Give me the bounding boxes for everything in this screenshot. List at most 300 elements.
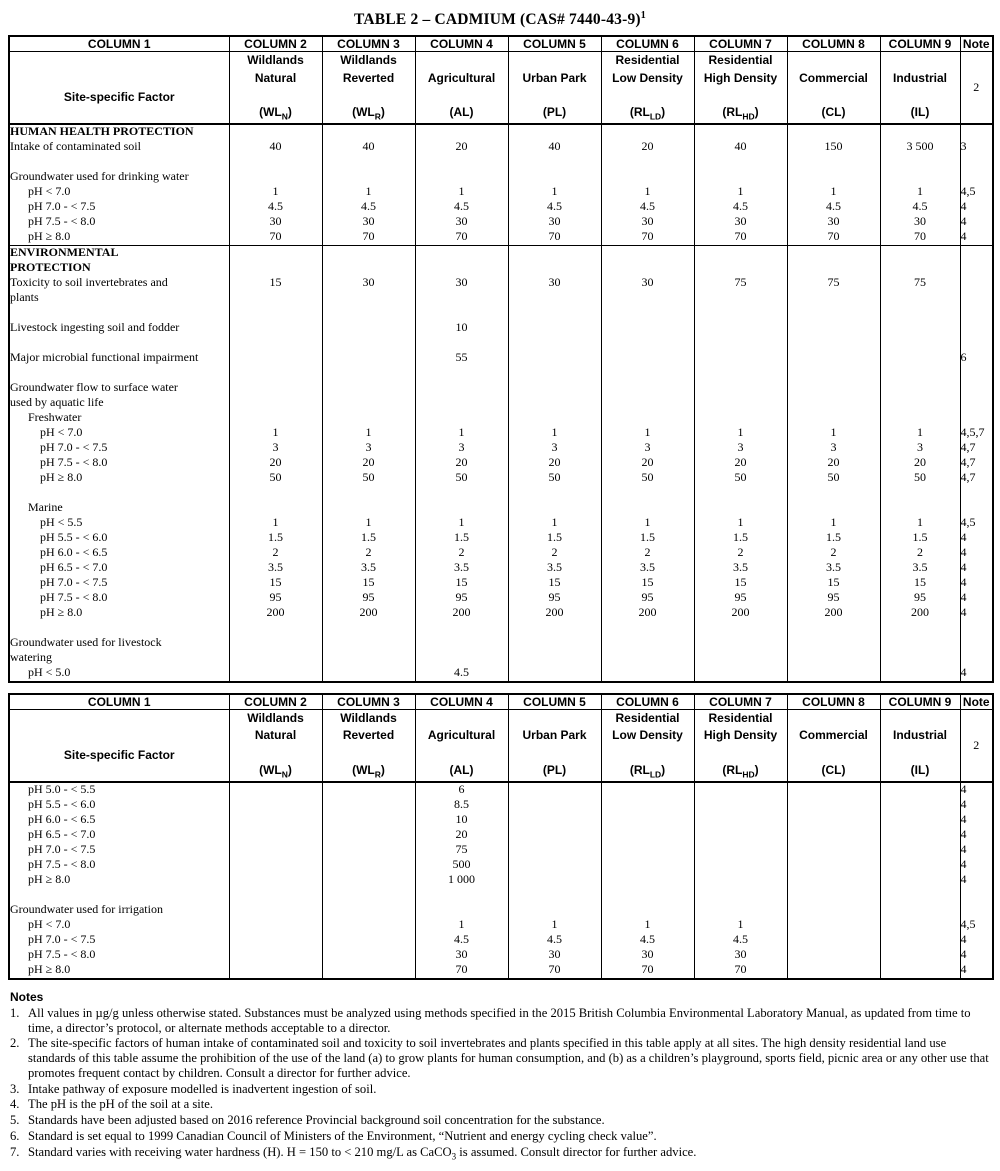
subheader-code: (WL: [259, 105, 282, 120]
subheader-residential-high-density: [694, 52, 787, 124]
subheader-code-sub: HD: [742, 769, 755, 780]
cell-col7: 3.5: [694, 561, 787, 576]
cell-col3: [322, 828, 415, 843]
cell-col5: 70: [508, 230, 601, 246]
cell-col4: 2: [415, 546, 508, 561]
cell-col5: 4.5: [508, 933, 601, 948]
subheader-site-specific-factor: Site-specific Factor: [9, 52, 229, 124]
row-label: pH 6.5 - < 7.0: [9, 828, 229, 843]
cell-col8: [787, 351, 880, 366]
subheader-line2: Natural: [254, 728, 297, 743]
cell-col8: [787, 261, 880, 276]
table-row: [9, 918, 993, 933]
cell-col3: [322, 124, 415, 140]
cell-col5: [508, 246, 601, 262]
table-row: [9, 666, 993, 682]
table-1-subheader-row: [9, 52, 993, 124]
cell-col5: [508, 381, 601, 396]
table-row: [9, 516, 993, 531]
cell-note: 4: [960, 576, 993, 591]
cell-col5: [508, 396, 601, 411]
cell-col5: 2: [508, 546, 601, 561]
cell-col5: [508, 873, 601, 888]
table-row: [9, 813, 993, 828]
table-row: [9, 366, 993, 381]
cell-col8: [787, 366, 880, 381]
cell-note: 4: [960, 591, 993, 606]
cell-col4: [415, 888, 508, 903]
page-title: [8, 10, 992, 29]
cell-col9: [880, 933, 960, 948]
note-number: 7.: [10, 1144, 20, 1159]
table-2-body: [9, 782, 993, 979]
cell-col5: [508, 666, 601, 682]
cell-col2: [229, 486, 322, 501]
cell-col6: [601, 396, 694, 411]
subheader-code: (WL: [352, 105, 375, 120]
cell-col7: [694, 888, 787, 903]
cell-col4: [415, 621, 508, 636]
row-label: Intake of contaminated soil: [9, 140, 229, 155]
cell-col2: [229, 636, 322, 651]
cell-col4: 30: [415, 948, 508, 963]
subheader-line1: Commercial: [799, 70, 868, 85]
cell-note: [960, 291, 993, 306]
cell-col4: 4.5: [415, 666, 508, 682]
cell-col4: [415, 381, 508, 396]
cell-col8: 1.5: [787, 531, 880, 546]
cell-col3: 20: [322, 456, 415, 471]
col-header-2: COLUMN 2: [229, 36, 322, 52]
cell-col3: 30: [322, 215, 415, 230]
cell-col7: [694, 124, 787, 140]
cell-col5: [508, 366, 601, 381]
subheader-code-sub: N: [281, 111, 288, 122]
page-title-footnote-marker: 1: [640, 10, 646, 21]
cell-col2: [229, 828, 322, 843]
cell-col6: 200: [601, 606, 694, 621]
cell-col2: [229, 933, 322, 948]
table-row: [9, 170, 993, 185]
table-row: [9, 798, 993, 813]
row-label: Freshwater: [9, 411, 229, 426]
note-item: [8, 1036, 992, 1080]
row-label: Groundwater used for irrigation: [9, 903, 229, 918]
cell-col9: [880, 873, 960, 888]
cell-col3: 95: [322, 591, 415, 606]
cell-col6: 30: [601, 215, 694, 230]
subheader-line2: Low Density: [612, 728, 683, 743]
cell-note: [960, 396, 993, 411]
cell-col2: [229, 170, 322, 185]
cell-col9: [880, 843, 960, 858]
cell-col9: [880, 351, 960, 366]
cell-col2: 15: [229, 576, 322, 591]
cell-col4: [415, 170, 508, 185]
subheader-code-close: ): [287, 763, 292, 778]
row-label: [9, 621, 229, 636]
cell-col5: 3: [508, 441, 601, 456]
cell-col2: 1: [229, 516, 322, 531]
cell-col4: 3.5: [415, 561, 508, 576]
cell-col8: [787, 291, 880, 306]
cell-col9: [880, 501, 960, 516]
cell-col5: 50: [508, 471, 601, 486]
subheader-code-close: ): [754, 105, 759, 120]
cell-col8: [787, 486, 880, 501]
cell-col8: 1: [787, 516, 880, 531]
cell-col7: 20: [694, 456, 787, 471]
subheader-agricultural: [415, 52, 508, 124]
cell-note: [960, 155, 993, 170]
subheader-line1: Residential: [615, 711, 680, 726]
row-label: pH 7.5 - < 8.0: [9, 215, 229, 230]
col-header-2: COLUMN 2: [229, 694, 322, 710]
cell-col5: 70: [508, 963, 601, 979]
table-row: [9, 230, 993, 246]
cell-col3: [322, 306, 415, 321]
note-number: 4.: [10, 1097, 20, 1112]
cell-note: [960, 170, 993, 185]
cell-col5: [508, 813, 601, 828]
cell-note: 4: [960, 561, 993, 576]
cell-col4: 4.5: [415, 933, 508, 948]
subheader-wildlands-reverted: [322, 710, 415, 782]
notes-heading: Notes: [10, 989, 44, 1004]
cell-col6: [601, 666, 694, 682]
cell-note: 4: [960, 963, 993, 979]
cell-col4: 55: [415, 351, 508, 366]
cell-col5: [508, 843, 601, 858]
cell-col6: 1: [601, 185, 694, 200]
subheader-line2: Natural: [254, 70, 297, 85]
cell-col7: 200: [694, 606, 787, 621]
cell-col8: [787, 798, 880, 813]
cell-col4: 70: [415, 963, 508, 979]
subheader-code-sub: LD: [649, 111, 662, 122]
cell-col4: 95: [415, 591, 508, 606]
cell-col6: [601, 843, 694, 858]
table-row: [9, 396, 993, 411]
cell-col6: [601, 124, 694, 140]
cell-col3: [322, 858, 415, 873]
cell-col8: 70: [787, 230, 880, 246]
subheader-note: 2: [960, 710, 993, 782]
cell-col3: [322, 321, 415, 336]
cell-col6: 1: [601, 516, 694, 531]
cell-col5: [508, 636, 601, 651]
row-label: [9, 336, 229, 351]
cell-col2: [229, 246, 322, 262]
cell-col4: 200: [415, 606, 508, 621]
note-text: Standard is set equal to 1999 Canadian Council of Ministers of the Environment, “Nutrient and energy cycling check value”.: [28, 1128, 657, 1143]
cell-col8: [787, 124, 880, 140]
notes-list: [8, 1006, 992, 1162]
cell-col7: 70: [694, 230, 787, 246]
cell-col5: [508, 124, 601, 140]
cell-col2: [229, 798, 322, 813]
cell-col5: 20: [508, 456, 601, 471]
cell-col4: 15: [415, 576, 508, 591]
cell-note: 4: [960, 782, 993, 798]
cell-col7: [694, 486, 787, 501]
cell-col8: [787, 918, 880, 933]
cell-col6: 1: [601, 918, 694, 933]
subheader-code: (WL: [259, 763, 282, 778]
cell-note: [960, 486, 993, 501]
cell-note: [960, 306, 993, 321]
cell-col2: 1: [229, 185, 322, 200]
cell-col8: [787, 933, 880, 948]
table-row: [9, 336, 993, 351]
row-label: plants: [9, 291, 229, 306]
col-header-3: COLUMN 3: [322, 36, 415, 52]
cell-col5: 30: [508, 948, 601, 963]
row-label: pH 7.0 - < 7.5: [9, 200, 229, 215]
cell-col7: [694, 828, 787, 843]
subheader-line1: Wildlands: [340, 53, 397, 68]
cell-col9: 1: [880, 516, 960, 531]
cell-note: [960, 888, 993, 903]
cell-col6: 20: [601, 140, 694, 155]
cell-col8: 95: [787, 591, 880, 606]
cell-col2: [229, 963, 322, 979]
cell-col6: [601, 411, 694, 426]
cell-col3: [322, 366, 415, 381]
subheader-line1: Wildlands: [340, 711, 397, 726]
cell-note: [960, 366, 993, 381]
cell-col5: [508, 828, 601, 843]
cell-note: 4,5: [960, 516, 993, 531]
cell-col9: [880, 336, 960, 351]
table-1-body: [9, 124, 993, 682]
row-label: Groundwater used for livestock: [9, 636, 229, 651]
cell-col7: [694, 396, 787, 411]
cell-col5: [508, 351, 601, 366]
cell-col2: 4.5: [229, 200, 322, 215]
cell-col9: [880, 261, 960, 276]
subheader-agricultural: [415, 710, 508, 782]
note-item: [8, 1129, 992, 1144]
cell-col7: 2: [694, 546, 787, 561]
col-header-6: COLUMN 6: [601, 694, 694, 710]
table-row: [9, 411, 993, 426]
table-row: [9, 903, 993, 918]
cell-col7: 1: [694, 918, 787, 933]
table-row: [9, 426, 993, 441]
cell-col2: [229, 903, 322, 918]
row-label: pH 7.0 - < 7.5: [9, 441, 229, 456]
note-text: Standard varies with receiving water hardness (H). H = 150 to < 210 mg/L as CaCO$_3$ is assumed. Consult director for further advice.: [28, 1144, 697, 1162]
cell-col6: [601, 782, 694, 798]
cell-col4: [415, 636, 508, 651]
cell-col2: [229, 843, 322, 858]
cell-col4: [415, 366, 508, 381]
cell-note: 4: [960, 948, 993, 963]
subheader-commercial: [787, 710, 880, 782]
cell-col2: [229, 366, 322, 381]
cell-col8: [787, 306, 880, 321]
row-label: pH 6.0 - < 6.5: [9, 546, 229, 561]
cell-col8: 1: [787, 426, 880, 441]
cell-col6: [601, 501, 694, 516]
subheader-note: 2: [960, 52, 993, 124]
cell-col4: [415, 155, 508, 170]
cell-col3: [322, 813, 415, 828]
cell-col6: [601, 828, 694, 843]
table-2-header: [9, 694, 993, 782]
subheader-line2: High Density: [703, 728, 778, 743]
cell-col4: 70: [415, 230, 508, 246]
cell-col7: 40: [694, 140, 787, 155]
cell-col9: [880, 858, 960, 873]
note-text: The pH is the pH of the soil at a site.: [28, 1097, 214, 1112]
cell-col7: 1: [694, 516, 787, 531]
row-label: pH 7.5 - < 8.0: [9, 456, 229, 471]
cell-col8: 200: [787, 606, 880, 621]
cell-note: [960, 261, 993, 276]
cell-col9: [880, 246, 960, 262]
col-header-note: Note: [960, 694, 993, 710]
cell-col9: 3 500: [880, 140, 960, 155]
cell-col6: [601, 246, 694, 262]
row-label: Toxicity to soil invertebrates and: [9, 276, 229, 291]
cell-col6: 20: [601, 456, 694, 471]
cell-col2: 200: [229, 606, 322, 621]
cell-col9: 200: [880, 606, 960, 621]
cell-col8: [787, 843, 880, 858]
subheader-line1: Residential: [615, 53, 680, 68]
cell-col4: [415, 124, 508, 140]
subheader-code: (AL): [449, 763, 474, 778]
note-number: 3.: [10, 1081, 20, 1096]
cell-col7: [694, 651, 787, 666]
cell-col3: [322, 843, 415, 858]
cell-col7: 1.5: [694, 531, 787, 546]
cell-col7: 1: [694, 185, 787, 200]
col-header-7: COLUMN 7: [694, 36, 787, 52]
table-row: [9, 501, 993, 516]
cell-col5: 15: [508, 576, 601, 591]
cell-col9: [880, 155, 960, 170]
cell-col2: [229, 396, 322, 411]
cell-note: [960, 336, 993, 351]
cell-col9: 15: [880, 576, 960, 591]
note-number: 6.: [10, 1128, 20, 1143]
cell-col6: [601, 321, 694, 336]
cell-col7: 70: [694, 963, 787, 979]
cell-col8: [787, 858, 880, 873]
table-row: [9, 471, 993, 486]
cell-col2: [229, 261, 322, 276]
cell-col9: 75: [880, 276, 960, 291]
cell-note: 4: [960, 546, 993, 561]
cell-col4: [415, 501, 508, 516]
cell-col9: [880, 888, 960, 903]
subheader-urban-park: [508, 52, 601, 124]
cell-col7: 30: [694, 215, 787, 230]
cell-col5: 30: [508, 215, 601, 230]
cell-col4: [415, 411, 508, 426]
cell-col9: 3: [880, 441, 960, 456]
note-item: [8, 1113, 992, 1128]
cell-col7: [694, 170, 787, 185]
cell-col8: 3: [787, 441, 880, 456]
cell-col2: [229, 621, 322, 636]
cell-note: [960, 246, 993, 262]
cell-col6: 95: [601, 591, 694, 606]
row-label: pH 6.0 - < 6.5: [9, 813, 229, 828]
cell-col3: [322, 963, 415, 979]
cell-col5: [508, 486, 601, 501]
cell-col8: 4.5: [787, 200, 880, 215]
cell-col3: 1.5: [322, 531, 415, 546]
row-label: pH ≥ 8.0: [9, 606, 229, 621]
table-row: [9, 591, 993, 606]
cell-col5: 40: [508, 140, 601, 155]
cell-col7: 30: [694, 948, 787, 963]
subheader-wildlands-natural: [229, 52, 322, 124]
cell-col3: [322, 170, 415, 185]
cell-note: 4,7: [960, 441, 993, 456]
cell-col4: 1.5: [415, 531, 508, 546]
cell-col6: 70: [601, 963, 694, 979]
cell-col8: [787, 636, 880, 651]
cell-col7: [694, 813, 787, 828]
cell-col5: 95: [508, 591, 601, 606]
cell-col8: [787, 246, 880, 262]
cell-note: [960, 501, 993, 516]
cell-col4: 6: [415, 782, 508, 798]
cell-col7: [694, 501, 787, 516]
cell-col8: 1: [787, 185, 880, 200]
cell-col7: [694, 351, 787, 366]
cell-col3: 2: [322, 546, 415, 561]
cell-col9: [880, 948, 960, 963]
note-item: [8, 1006, 992, 1035]
cell-note: 4,5: [960, 918, 993, 933]
cell-col3: [322, 798, 415, 813]
cell-note: 4: [960, 813, 993, 828]
table-row: [9, 261, 993, 276]
cell-col4: [415, 306, 508, 321]
cell-col9: [880, 124, 960, 140]
cell-col7: 15: [694, 576, 787, 591]
cell-col2: [229, 501, 322, 516]
subheader-code: (WL: [352, 763, 375, 778]
cell-col4: 30: [415, 215, 508, 230]
cell-col9: [880, 170, 960, 185]
subheader-line1: Agricultural: [427, 728, 496, 743]
cell-col5: 1: [508, 918, 601, 933]
table-2-part-2: [8, 693, 994, 980]
cell-col2: 20: [229, 456, 322, 471]
table-row: [9, 246, 993, 262]
cell-col8: [787, 336, 880, 351]
subheader-code-close: ): [661, 105, 666, 120]
table-1-header: [9, 36, 993, 124]
cell-col6: [601, 813, 694, 828]
cell-col2: 70: [229, 230, 322, 246]
cell-col2: [229, 124, 322, 140]
cell-col7: 4.5: [694, 200, 787, 215]
cell-col7: [694, 782, 787, 798]
table-2-subheader-row: [9, 710, 993, 782]
subheader-code: (CL): [821, 105, 846, 120]
subheader-code-close: ): [287, 105, 292, 120]
note-number: 5.: [10, 1113, 20, 1128]
col-header-9: COLUMN 9: [880, 36, 960, 52]
